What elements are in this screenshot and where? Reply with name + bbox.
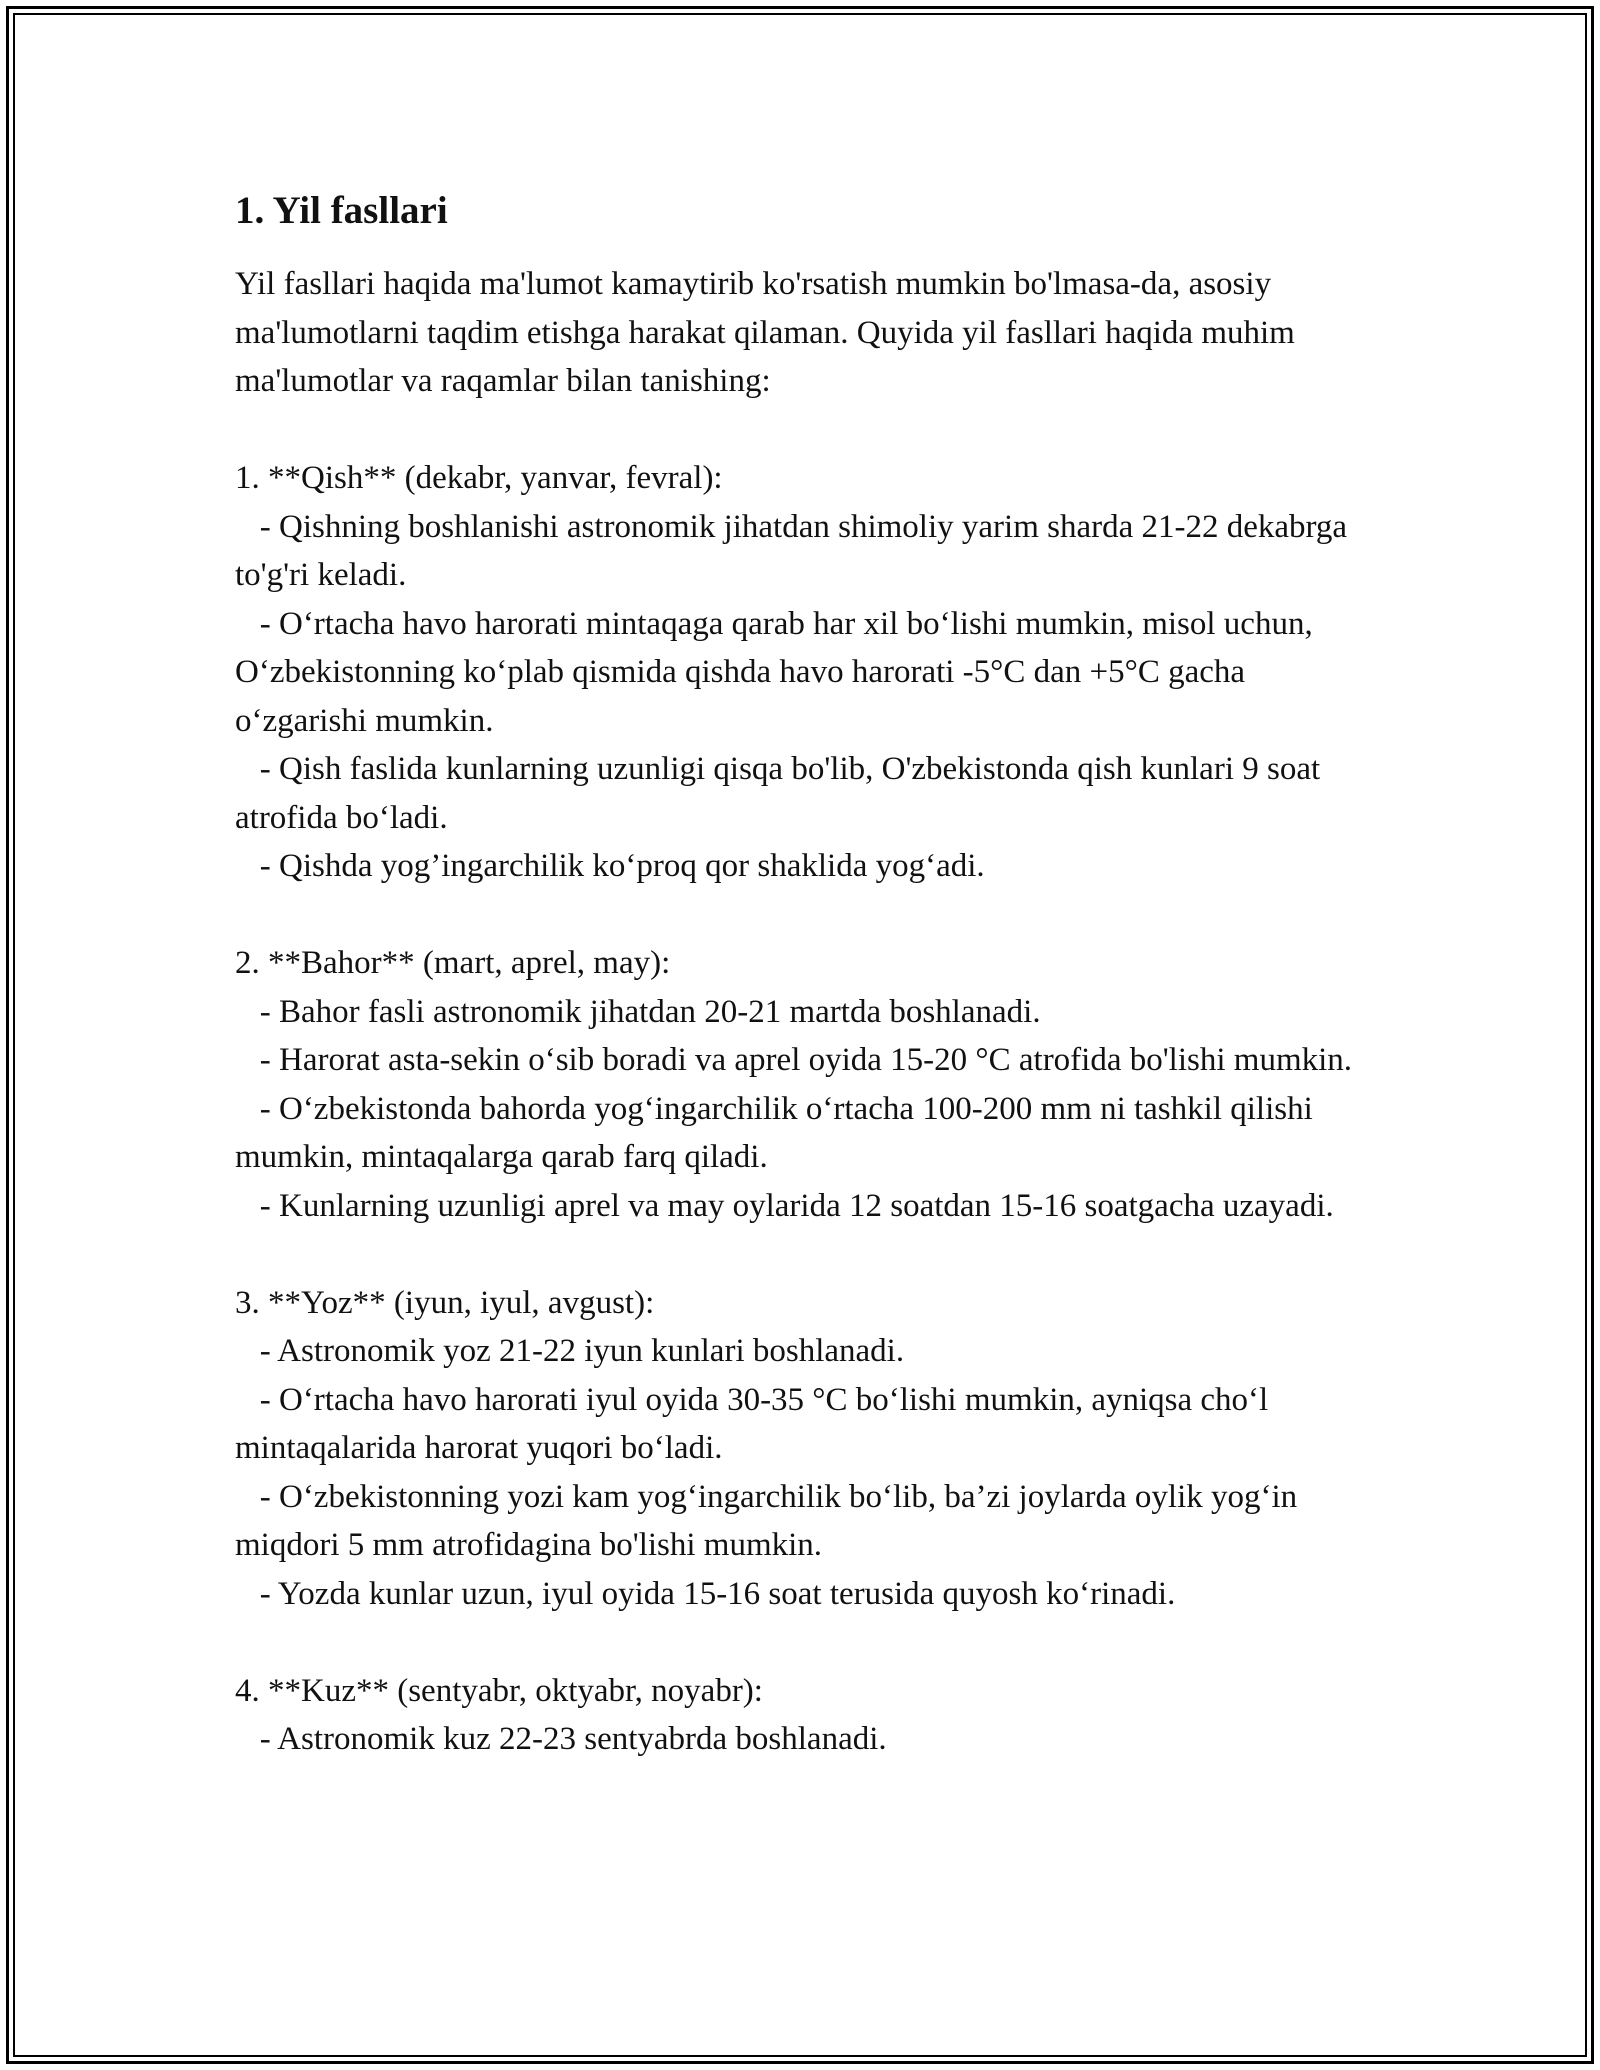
season-heading: 1. **Qish** (dekabr, yanvar, fevral): bbox=[235, 460, 723, 496]
season-bullet: - O‘zbekistonda bahorda yog‘ingarchilik o‘rtacha 100-200 mm ni tashkil qilishi mumkin, mintaqalarga qarab farq qiladi. bbox=[235, 1090, 1322, 1175]
season-bullet: - Yozda kunlar uzun, iyul oyida 15-16 soat terusida quyosh ko‘rinadi. bbox=[235, 1575, 1176, 1612]
season-bullet: - Kunlarning uzunligi aprel va may oylarida 12 soatdan 15-16 soatgacha uzayadi. bbox=[235, 1187, 1334, 1224]
intro-paragraph: Yil fasllari haqida ma'lumot kamaytirib ko'rsatish mumkin bo'lmasa-da, asosiy ma'lumotlarni taqdim etishga harakat qilaman. Quyida yil fasllari haqida muhim ma'lumotlar va raqamlar bilan tanishing: bbox=[235, 266, 1304, 399]
season-heading: 3. **Yoz** (iyun, iyul, avgust): bbox=[235, 1284, 655, 1321]
season-bullet: - Qishda yog’ingarchilik ko‘proq qor shaklida yog‘adi. bbox=[235, 848, 985, 884]
spacer bbox=[235, 406, 1385, 455]
document-body bbox=[235, 186, 1385, 1764]
season-bullet: - Qish faslida kunlarning uzunligi qisqa bo'lib, O'zbekistonda qish kunlari 9 soat atrofida bo‘ladi. bbox=[235, 751, 1329, 836]
season-spring bbox=[235, 939, 1385, 1230]
season-bullet: - Astronomik yoz 21-22 iyun kunlari boshlanadi. bbox=[235, 1333, 905, 1369]
season-autumn bbox=[235, 1667, 1385, 1764]
season-bullet: - O‘rtacha havo harorati mintaqaga qarab har xil bo‘lishi mumkin, misol uchun, O‘zbekistonning ko‘plab qismida qishda havo harorati -5°C dan +5°C gacha o‘zgarishi mumkin. bbox=[235, 605, 1321, 739]
spacer bbox=[235, 1618, 1385, 1667]
season-summer bbox=[235, 1279, 1385, 1619]
season-bullet: - Astronomik kuz 22-23 sentyabrda boshlanadi. bbox=[235, 1721, 887, 1757]
season-bullet: - Harorat asta-sekin o‘sib boradi va aprel oyida 15-20 °C atrofida bo'lishi mumkin. bbox=[235, 1042, 1353, 1078]
spacer bbox=[235, 891, 1385, 940]
season-bullet: - Qishning boshlanishi astronomik jihatdan shimoliy yarim sharda 21-22 dekabrga to'g'ri keladi. bbox=[235, 508, 1356, 593]
season-winter bbox=[235, 454, 1385, 891]
season-heading: 4. **Kuz** (sentyabr, oktyabr, noyabr): bbox=[235, 1672, 763, 1709]
season-bullet: - Bahor fasli astronomik jihatdan 20-21 martda boshlanadi. bbox=[235, 993, 1041, 1030]
season-bullet: - O‘rtacha havo harorati iyul oyida 30-35 °C bo‘lishi mumkin, ayniqsa cho‘l mintaqalarida harorat yuqori bo‘ladi. bbox=[235, 1381, 1277, 1466]
season-bullet: - O‘zbekistonning yozi kam yog‘ingarchilik bo‘lib, ba’zi joylarda oylik yog‘in miqdori 5 mm atrofidagina bo'lishi mumkin. bbox=[235, 1478, 1306, 1563]
document-title: 1. Yil fasllari bbox=[235, 189, 448, 232]
spacer bbox=[235, 1230, 1385, 1279]
season-heading: 2. **Bahor** (mart, aprel, may): bbox=[235, 945, 671, 981]
